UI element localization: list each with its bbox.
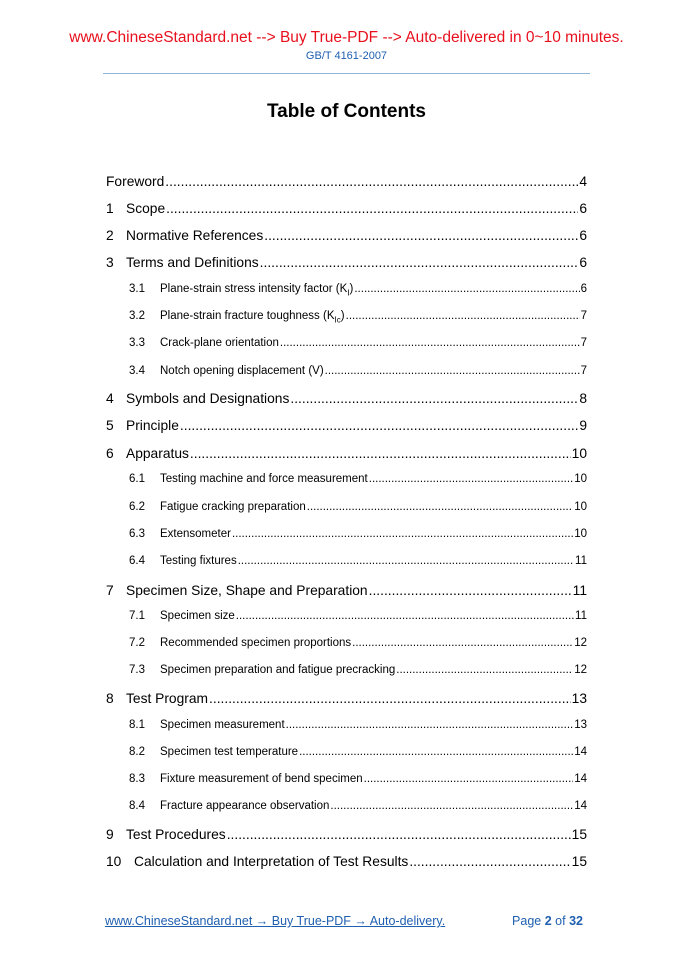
toc-entry-title: Testing machine and force measurement bbox=[160, 473, 368, 485]
toc-entry-page: 6 bbox=[579, 228, 587, 243]
toc-entry-number: 6.2 bbox=[129, 501, 145, 513]
toc-entry-title: Specimen preparation and fatigue precracking bbox=[160, 664, 396, 676]
toc-entry-page: 7 bbox=[580, 365, 587, 377]
toc-entry[interactable] bbox=[106, 664, 587, 676]
toc-entry[interactable] bbox=[106, 501, 587, 513]
toc-leader-dots bbox=[409, 854, 570, 869]
toc-entry-page: 7 bbox=[580, 310, 587, 322]
toc-leader-dots bbox=[354, 283, 579, 295]
toc-leader-dots bbox=[165, 174, 578, 189]
toc-entry-number: 6.3 bbox=[129, 528, 145, 540]
toc-entry-number: 6.1 bbox=[129, 473, 145, 485]
toc-entry-page: 10 bbox=[571, 446, 587, 461]
toc-entry-number: 1 bbox=[106, 201, 114, 216]
toc-entry-page: 11 bbox=[575, 555, 587, 567]
toc-entry-title: Fracture appearance observation bbox=[160, 800, 330, 812]
toc-entry-title: Recommended specimen proportions bbox=[160, 637, 352, 649]
toc-entry-page: 9 bbox=[579, 418, 587, 433]
toc-leader-dots bbox=[325, 365, 580, 377]
toc-entry-title: Specimen test temperature bbox=[160, 746, 299, 758]
toc-leader-dots bbox=[364, 773, 574, 785]
toc-leader-dots bbox=[264, 228, 578, 243]
standard-number: GB/T 4161-2007 bbox=[305, 50, 388, 62]
current-page: 2 bbox=[544, 914, 552, 928]
toc-entry-title: Principle bbox=[126, 418, 179, 433]
toc-entry-page: 6 bbox=[580, 283, 587, 295]
toc-entry-number: 8.1 bbox=[129, 719, 145, 731]
toc-entry[interactable] bbox=[106, 283, 587, 297]
toc-leader-dots bbox=[238, 555, 574, 567]
toc-entry-number: 10 bbox=[106, 854, 122, 869]
toc-entry[interactable] bbox=[106, 773, 587, 785]
toc-entry-page: 10 bbox=[574, 528, 587, 540]
toc-entry-title: Specimen measurement bbox=[160, 719, 285, 731]
toc-leader-dots bbox=[190, 446, 571, 461]
promo-banner[interactable]: www.ChineseStandard.net --> Buy True-PDF --> Auto-delivered in 0~10 minutes. bbox=[69, 29, 624, 46]
toc-entry-title: Scope bbox=[126, 201, 166, 216]
toc-entry-number: 3.1 bbox=[129, 283, 145, 295]
toc-entry-page: 10 bbox=[574, 501, 587, 513]
toc-leader-dots bbox=[236, 610, 574, 622]
toc-entry-title: Symbols and Designations bbox=[126, 391, 290, 406]
toc-entry-number: 8.4 bbox=[129, 800, 145, 812]
toc-entry-title: Plane-strain fracture toughness $(K_{Ic})$ bbox=[160, 310, 345, 325]
toc-entry-number: 7.2 bbox=[129, 637, 145, 649]
toc-entry[interactable] bbox=[106, 337, 587, 349]
toc-entry-title: Normative References bbox=[126, 228, 264, 243]
toc-entry[interactable] bbox=[106, 827, 587, 842]
toc-entry-number: 5 bbox=[106, 418, 114, 433]
toc-leader-dots bbox=[232, 528, 573, 540]
toc-entry-number: 6 bbox=[106, 446, 114, 461]
toc-leader-dots bbox=[352, 637, 573, 649]
toc-entry[interactable] bbox=[106, 691, 587, 706]
toc-leader-dots bbox=[227, 827, 571, 842]
toc-entry-page: 11 bbox=[572, 583, 587, 598]
toc-entry-page: 12 bbox=[574, 664, 587, 676]
toc-leader-dots bbox=[396, 664, 573, 676]
toc-entry[interactable] bbox=[106, 255, 587, 270]
total-pages: 32 bbox=[569, 914, 583, 928]
toc-leader-dots bbox=[286, 719, 574, 731]
toc-entry-page: 11 bbox=[575, 610, 587, 622]
toc-leader-dots bbox=[330, 800, 573, 812]
toc-entry-title: Test Procedures bbox=[126, 827, 226, 842]
toc-entry-number: 2 bbox=[106, 228, 114, 243]
toc-entry[interactable] bbox=[106, 365, 587, 377]
toc-entry-page: 15 bbox=[571, 854, 587, 869]
toc-entry-title: Foreword bbox=[106, 174, 165, 189]
toc-leader-dots bbox=[307, 501, 573, 513]
toc-leader-dots bbox=[299, 746, 573, 758]
footer-link[interactable]: www.ChineseStandard.net → Buy True-PDF → Auto-delivery. bbox=[105, 914, 446, 928]
toc-entry-page: 15 bbox=[571, 827, 587, 842]
toc-entry[interactable] bbox=[106, 637, 587, 649]
toc-entry[interactable] bbox=[106, 418, 587, 433]
toc-entry-number: 7 bbox=[106, 583, 114, 598]
header-divider bbox=[103, 73, 590, 74]
toc-entry[interactable] bbox=[106, 719, 587, 731]
toc-entry-title: Crack-plane orientation bbox=[160, 337, 279, 349]
toc-entry[interactable] bbox=[106, 446, 587, 461]
toc-entry-page: 14 bbox=[574, 773, 587, 785]
toc-entry-title: Terms and Definitions bbox=[126, 255, 259, 270]
toc-entry-title: Specimen size bbox=[160, 610, 235, 622]
toc-entry-title: Fixture measurement of bend specimen bbox=[160, 773, 363, 785]
toc-entry-title: Calculation and Interpretation of Test Results bbox=[134, 854, 409, 869]
toc-leader-dots bbox=[280, 337, 580, 349]
toc-entry-page: 7 bbox=[580, 337, 587, 349]
toc-leader-dots bbox=[369, 583, 572, 598]
toc-entry-number: 7.3 bbox=[129, 664, 145, 676]
toc-entry-number: 7.1 bbox=[129, 610, 145, 622]
toc-entry[interactable] bbox=[106, 746, 587, 758]
toc-entry-page: 13 bbox=[574, 719, 587, 731]
toc-entry-number: 3.3 bbox=[129, 337, 145, 349]
toc-entry[interactable] bbox=[106, 854, 587, 869]
toc-entry-number: 4 bbox=[106, 391, 114, 406]
toc-entry[interactable] bbox=[106, 583, 587, 598]
toc-entry[interactable] bbox=[106, 391, 587, 406]
toc-entry-number: 8.2 bbox=[129, 746, 145, 758]
toc-leader-dots bbox=[209, 691, 571, 706]
toc-entry-title: Apparatus bbox=[126, 446, 189, 461]
toc-entry[interactable] bbox=[106, 174, 587, 189]
toc-leader-dots bbox=[369, 473, 573, 485]
toc-entry-page: 8 bbox=[579, 391, 587, 406]
toc-leader-dots bbox=[166, 201, 578, 216]
toc-entry[interactable] bbox=[106, 201, 587, 216]
toc-entry-page: 4 bbox=[579, 174, 587, 189]
page-indicator: Page 2 of 32 bbox=[512, 914, 583, 928]
toc-entry-number: 6.4 bbox=[129, 555, 145, 567]
toc-leader-dots bbox=[180, 418, 578, 433]
toc-entry-page: 12 bbox=[574, 637, 587, 649]
footer bbox=[105, 914, 583, 932]
toc-leader-dots bbox=[290, 391, 578, 406]
toc-entry-number: 3 bbox=[106, 255, 114, 270]
toc-leader-dots bbox=[346, 310, 580, 322]
toc-entry[interactable] bbox=[106, 310, 587, 324]
toc-entry[interactable] bbox=[106, 528, 587, 540]
toc-entry-page: 13 bbox=[571, 691, 587, 706]
toc-leader-dots bbox=[260, 255, 579, 270]
toc-entry-title: Specimen Size, Shape and Preparation bbox=[126, 583, 368, 598]
toc-entry[interactable] bbox=[106, 228, 587, 243]
toc-entry-number: 8 bbox=[106, 691, 114, 706]
toc-entry-title: Plane-strain stress intensity factor $(K_I)$ bbox=[160, 283, 354, 298]
toc-entry[interactable] bbox=[106, 555, 587, 567]
toc-entry-number: 8.3 bbox=[129, 773, 145, 785]
toc-entry-title: Fatigue cracking preparation bbox=[160, 501, 306, 513]
toc-entry-page: 6 bbox=[579, 255, 587, 270]
toc-entry-page: 14 bbox=[574, 746, 587, 758]
page-title: Table of Contents bbox=[266, 101, 427, 122]
toc-entry[interactable] bbox=[106, 610, 587, 622]
toc-entry-number: 3.2 bbox=[129, 310, 145, 322]
toc-entry-number: 3.4 bbox=[129, 365, 145, 377]
toc-entry-number: 9 bbox=[106, 827, 114, 842]
toc-entry[interactable] bbox=[106, 473, 587, 485]
toc-entry-title: Testing fixtures bbox=[160, 555, 237, 567]
toc-entry-title: Notch opening displacement (V) bbox=[160, 365, 324, 377]
toc-entry-title: Extensometer bbox=[160, 528, 231, 540]
toc-entry-page: 14 bbox=[574, 800, 587, 812]
toc-entry[interactable] bbox=[106, 800, 587, 812]
toc-entry-page: 10 bbox=[574, 473, 587, 485]
toc-entry-page: 6 bbox=[579, 201, 587, 216]
toc-entry-title: Test Program bbox=[126, 691, 209, 706]
footer-tagline: → Buy True-PDF → Auto-delivery. bbox=[252, 914, 446, 928]
